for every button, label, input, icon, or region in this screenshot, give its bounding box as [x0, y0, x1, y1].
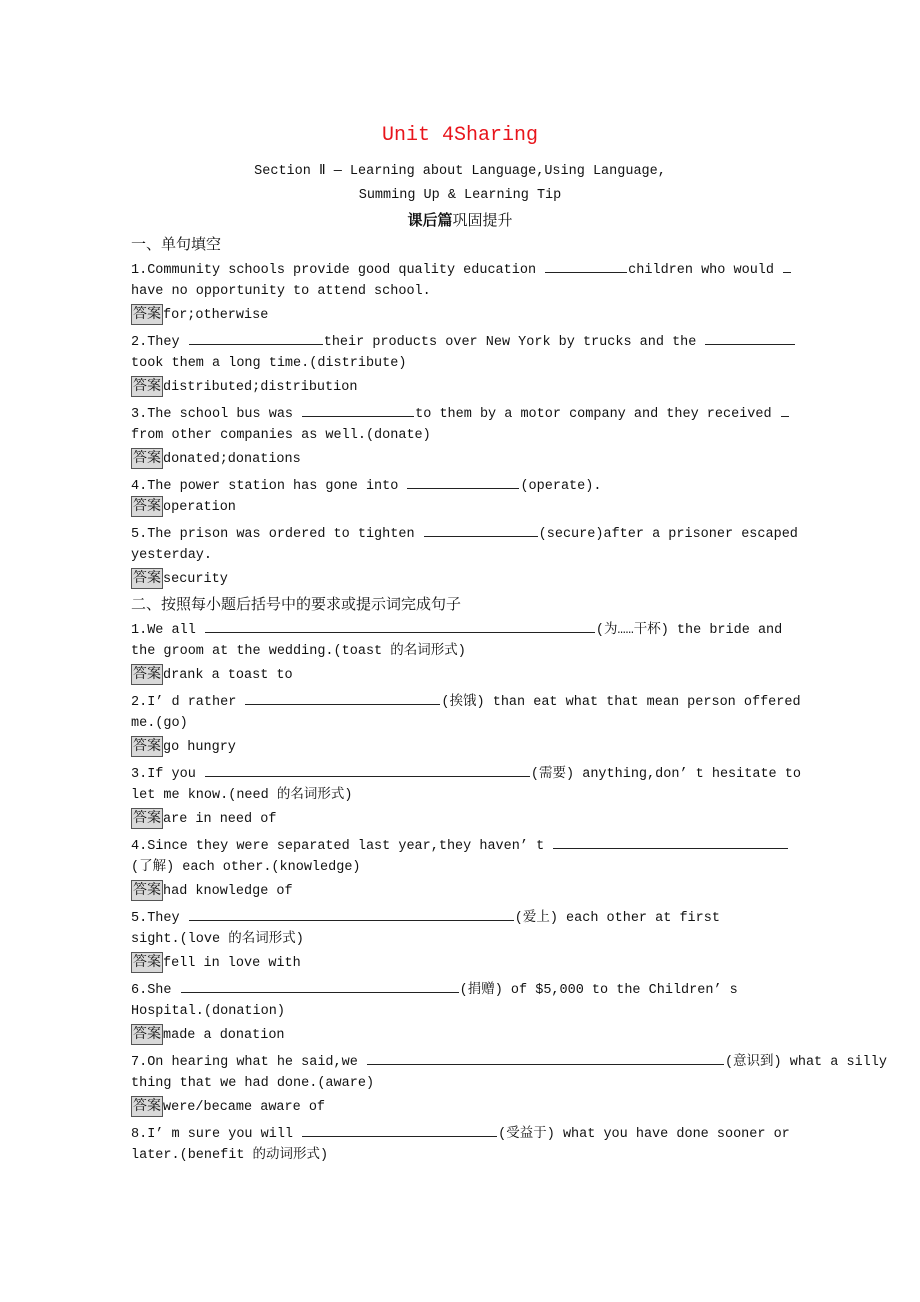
question-text: (捐赠) of $5,000 to the Children’ s: [459, 983, 738, 998]
answer-text: for;otherwise: [163, 308, 269, 324]
question-text: 6.She: [131, 983, 180, 998]
question-text: (挨饿) than eat what that mean person offered: [441, 695, 801, 710]
answer-blank[interactable]: [407, 472, 519, 489]
answer-blank[interactable]: [553, 832, 788, 849]
question-line: [131, 1120, 821, 1144]
answer-text: fell in love with: [163, 956, 301, 972]
answer-row: [131, 496, 821, 520]
question-line: [131, 688, 821, 712]
question-line: [131, 328, 821, 352]
answer-row: [131, 952, 821, 976]
answer-blank[interactable]: [781, 400, 789, 417]
question-line-cont: took them a long time.(distribute): [131, 356, 407, 371]
document-title: Unit 4Sharing: [381, 124, 539, 147]
question-text: (为……干杯) the bride and: [595, 623, 783, 638]
question-text: 3.If you: [131, 767, 204, 782]
question-line-cont: later.(benefit 的动词形式): [131, 1148, 329, 1163]
answer-blank[interactable]: [189, 328, 323, 345]
question-text: 5.The prison was ordered to tighten: [131, 527, 423, 542]
answer-text: made a donation: [163, 1028, 285, 1044]
answer-label: 答案: [131, 1024, 163, 1045]
answer-label: 答案: [131, 736, 163, 757]
question-line: [131, 616, 821, 640]
question-line: [131, 472, 821, 496]
question-line-cont: yesterday.: [131, 548, 213, 563]
question-text: 4.Since they were separated last year,they haven’ t: [131, 839, 553, 854]
section-subtitle: Section Ⅱ — Learning about Language,Using Language,: [254, 164, 666, 179]
subheading-bold: 课后篇: [407, 211, 453, 229]
question-text: 2.They: [131, 335, 188, 350]
question-text: (受益于) what you have done sooner or: [498, 1127, 790, 1142]
part-heading: 二、按照每小题后括号中的要求或提示词完成句子: [131, 595, 462, 613]
answer-label: 答案: [131, 568, 163, 589]
answer-label: 答案: [131, 448, 163, 469]
answer-text: were/became aware of: [163, 1100, 326, 1116]
answer-text: had knowledge of: [163, 884, 293, 900]
question-text: to them by a motor company and they received: [415, 407, 780, 422]
question-text: 8.I’ m sure you will: [131, 1127, 302, 1142]
question-text: 4.The power station has gone into: [131, 479, 407, 494]
question-line: [131, 256, 821, 280]
answer-blank[interactable]: [181, 976, 459, 993]
subheading: [0, 208, 920, 232]
question-text: (secure)after a prisoner escaped: [538, 527, 798, 542]
answer-row: [131, 568, 821, 592]
answer-row: [131, 1096, 821, 1120]
question-line-cont: the groom at the wedding.(toast 的名词形式): [131, 644, 466, 659]
question-line-cont: have no opportunity to attend school.: [131, 284, 431, 299]
question-text: (爱上) each other at first: [514, 911, 720, 926]
question-line-cont: let me know.(need 的名词形式): [131, 788, 353, 803]
answer-blank[interactable]: [424, 520, 538, 537]
question-text: (意识到) what a silly: [724, 1055, 887, 1070]
answer-label: 答案: [131, 664, 163, 685]
question-line: [131, 520, 821, 544]
answer-row: [131, 808, 821, 832]
answer-row: [131, 304, 821, 328]
answer-blank[interactable]: [245, 688, 440, 705]
question-line-cont: thing that we had done.(aware): [131, 1076, 375, 1091]
answer-blank[interactable]: [302, 1120, 497, 1137]
question-line: [131, 1048, 887, 1072]
question-line: [131, 904, 821, 928]
question-line-cont: me.(go): [131, 716, 188, 731]
question-line: [131, 400, 821, 424]
answer-blank[interactable]: [205, 760, 530, 777]
section-subtitle-cont: Summing Up & Learning Tip: [358, 188, 562, 203]
answer-label: 答案: [131, 880, 163, 901]
answer-blank[interactable]: [367, 1048, 724, 1065]
question-line: [131, 760, 821, 784]
answer-text: operation: [163, 500, 236, 516]
answer-text: donated;donations: [163, 452, 301, 468]
question-line-cont: from other companies as well.(donate): [131, 428, 431, 443]
question-line-cont: Hospital.(donation): [131, 1004, 285, 1019]
answer-row: [131, 448, 821, 472]
answer-row: [131, 664, 821, 688]
question-line: [131, 976, 821, 1000]
answer-row: [131, 880, 821, 904]
question-line-cont: sight.(love 的名词形式): [131, 932, 304, 947]
answer-blank[interactable]: [205, 616, 595, 633]
question-text: 3.The school bus was: [131, 407, 302, 422]
answer-blank[interactable]: [189, 904, 514, 921]
answer-row: [131, 376, 821, 400]
answer-label: 答案: [131, 304, 163, 325]
answer-label: 答案: [131, 808, 163, 829]
answer-text: go hungry: [163, 740, 236, 756]
question-line: [131, 832, 821, 856]
answer-text: drank a toast to: [163, 668, 293, 684]
answer-blank[interactable]: [302, 400, 414, 417]
question-text: 2.I’ d rather: [131, 695, 245, 710]
subheading-rest: 巩固提升: [452, 211, 513, 229]
answer-label: 答案: [131, 952, 163, 973]
question-text: (operate).: [520, 479, 602, 494]
answer-text: security: [163, 572, 228, 588]
answer-label: 答案: [131, 496, 163, 517]
answer-row: [131, 1024, 821, 1048]
question-text: 1.Community schools provide good quality education: [131, 263, 545, 278]
answer-label: 答案: [131, 376, 163, 397]
answer-blank[interactable]: [705, 328, 795, 345]
question-line-cont: (了解) each other.(knowledge): [131, 860, 361, 875]
answer-row: [131, 736, 821, 760]
question-text: their products over New York by trucks and the: [323, 335, 705, 350]
answer-label: 答案: [131, 1096, 163, 1117]
question-text: 7.On hearing what he said,we: [131, 1055, 366, 1070]
answer-blank[interactable]: [783, 256, 791, 273]
answer-blank[interactable]: [545, 256, 627, 273]
exercise-content: [131, 232, 887, 1168]
answer-text: are in need of: [163, 812, 277, 828]
question-text: 5.They: [131, 911, 188, 926]
part-heading: 一、单句填空: [131, 235, 222, 253]
answer-text: distributed;distribution: [163, 380, 358, 396]
question-text: 1.We all: [131, 623, 204, 638]
question-text: (需要) anything,don’ t hesitate to: [530, 767, 801, 782]
question-text: children who would: [628, 263, 783, 278]
